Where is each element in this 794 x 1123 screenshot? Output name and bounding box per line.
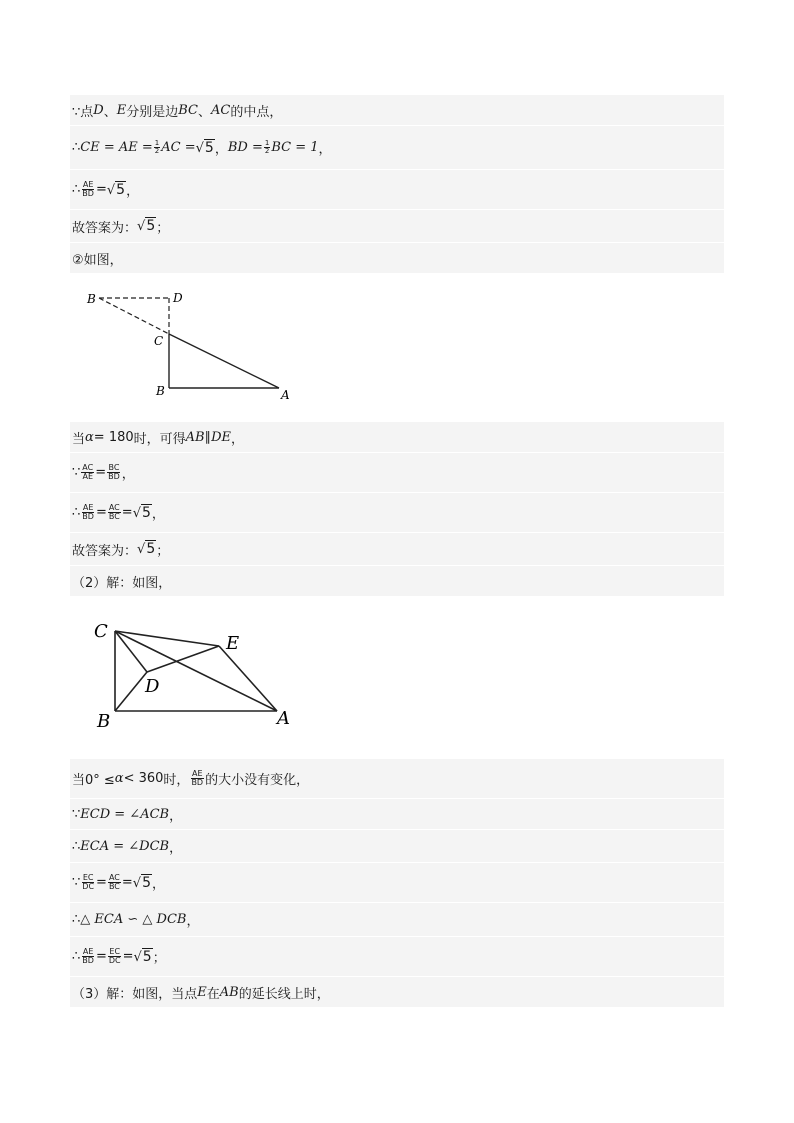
- math-var: α: [85, 429, 94, 445]
- frac-num: EC: [82, 873, 94, 882]
- frac-den: BC: [108, 512, 120, 521]
- line-alpha-180: [70, 422, 724, 453]
- label-b: B: [156, 384, 165, 398]
- frac-den: DC: [108, 956, 121, 965]
- line-ec-dc: [70, 863, 724, 903]
- fraction: [108, 874, 121, 891]
- text: ∴: [72, 505, 81, 520]
- text: （2）解：如图，: [72, 575, 172, 591]
- math-expr: 当0° ≤: [72, 773, 115, 788]
- frac-den: BD: [82, 956, 94, 965]
- math-expr: =: [95, 949, 107, 964]
- math-expr: =: [121, 875, 133, 890]
- math-var: α: [114, 771, 124, 786]
- line-answer-2: [70, 533, 724, 566]
- math-expr: =: [95, 465, 107, 480]
- line-alpha-range: [70, 759, 724, 799]
- math-var: BC: [178, 102, 198, 118]
- frac-num: AC: [108, 873, 120, 882]
- text: ∴: [72, 949, 81, 964]
- fraction: [81, 948, 95, 965]
- text: ，: [151, 507, 165, 522]
- line-ratio: [70, 170, 724, 210]
- label-c: C: [154, 334, 164, 348]
- math-expr: ∥: [204, 429, 212, 445]
- frac-den: BC: [108, 882, 120, 891]
- math-expr: =: [122, 949, 134, 964]
- text: ②如图，: [72, 252, 123, 268]
- text: ∵: [72, 806, 81, 822]
- label-d: D: [145, 676, 160, 697]
- text: ∵: [72, 465, 81, 480]
- frac-den: BD: [82, 189, 94, 198]
- fraction: [108, 948, 122, 965]
- radicand: 5: [146, 541, 156, 557]
- text: 故答案为：: [72, 543, 138, 559]
- line-part-3: [70, 977, 724, 1008]
- frac-num: BC: [108, 463, 120, 472]
- radicand: 5: [116, 181, 126, 198]
- fraction: [154, 140, 160, 155]
- label-d: D: [173, 291, 183, 305]
- math-expr: BD =: [227, 140, 263, 155]
- math-expr: =: [95, 505, 107, 520]
- text: ，: [152, 877, 166, 892]
- math-expr: CE = AE =: [80, 140, 153, 155]
- line-ratio-3: [70, 937, 724, 977]
- label-a: A: [281, 388, 290, 402]
- math-expr: △ ECA ∽ △ DCB: [80, 912, 187, 927]
- fraction: [264, 140, 270, 155]
- sqrt: √5: [132, 874, 151, 891]
- segment-ea: [219, 646, 277, 711]
- fraction: [81, 464, 94, 481]
- text: ∴: [72, 912, 81, 927]
- text: ∴: [72, 182, 81, 197]
- math-expr: < 360: [123, 771, 164, 786]
- fraction: [81, 874, 95, 891]
- text: ∴: [72, 838, 81, 854]
- sqrt: √5: [137, 541, 156, 557]
- sqrt: √5: [132, 504, 151, 521]
- text: ，: [126, 184, 140, 199]
- math-var: D: [93, 102, 104, 118]
- fraction: [108, 504, 121, 521]
- frac-num: EC: [109, 947, 121, 956]
- text: ，: [169, 808, 183, 824]
- math-expr: =: [121, 505, 133, 520]
- line-answer-1: [70, 210, 724, 243]
- line-ecd: [70, 799, 724, 830]
- figure-2: [72, 601, 315, 751]
- fraction: [190, 770, 204, 787]
- radicand: 5: [142, 874, 151, 891]
- frac-num: AC: [108, 503, 120, 512]
- math-var: AB: [219, 984, 239, 1000]
- text: ；: [152, 951, 166, 966]
- text: 、: [103, 104, 117, 120]
- fraction: [107, 464, 121, 481]
- frac-den: BD: [108, 472, 120, 481]
- text: ，: [214, 142, 228, 157]
- text: ，: [186, 914, 200, 929]
- text: 的大小没有变化，: [205, 773, 310, 788]
- math-expr: =: [96, 875, 107, 890]
- segment-db: [115, 672, 147, 711]
- line-midpoints: [70, 95, 724, 126]
- segment-cd: [115, 631, 147, 672]
- label-e: E: [226, 633, 240, 654]
- radicand: 5: [142, 948, 152, 965]
- fraction: [81, 181, 95, 198]
- text: 在: [206, 986, 220, 1002]
- frac-den: AE: [82, 472, 93, 481]
- math-expr: =: [95, 182, 107, 197]
- text: 故答案为：: [72, 220, 138, 236]
- line-similar: [70, 903, 724, 937]
- text: 当: [72, 431, 86, 447]
- sqrt: √5: [195, 139, 214, 156]
- label-b-top: B: [87, 292, 96, 306]
- frac-den: DC: [82, 882, 95, 891]
- math-expr: BC = 1: [271, 140, 319, 155]
- math-expr: ECA = ∠DCB: [80, 838, 170, 854]
- frac-num: AC: [82, 463, 94, 472]
- frac-num: AE: [82, 503, 94, 512]
- math-var: E: [197, 984, 207, 1000]
- fraction: [81, 504, 95, 521]
- frac-num: AE: [82, 947, 94, 956]
- radicand: 5: [146, 218, 156, 234]
- sqrt: √5: [137, 218, 156, 234]
- math-var: DE: [211, 429, 232, 445]
- segment-de: [147, 646, 219, 672]
- text: ，: [169, 840, 183, 856]
- text: 时，可得: [133, 431, 186, 447]
- text: ，: [318, 142, 332, 157]
- frac-den: BD: [191, 778, 204, 787]
- line-proportion: [70, 453, 724, 493]
- math-expr: ECD = ∠ACB: [80, 806, 170, 822]
- sqrt: √5: [133, 948, 152, 965]
- text: ∵点: [72, 104, 94, 120]
- frac-den: 2: [154, 147, 160, 155]
- line-ce-ae: [70, 126, 724, 170]
- frac-num: 1: [154, 139, 160, 147]
- math-var: AC: [211, 102, 231, 118]
- line-ratio-2: [70, 493, 724, 533]
- segment-ca: [169, 334, 279, 388]
- sqrt: √5: [106, 181, 126, 198]
- frac-num: 1: [264, 139, 270, 147]
- text: （3）解：如图，当点: [72, 986, 198, 1002]
- text: 时，: [163, 773, 190, 788]
- line-part-2: [70, 566, 724, 597]
- text: ，: [121, 467, 135, 482]
- line-eca: [70, 830, 724, 863]
- label-a: A: [277, 708, 290, 729]
- solution-content: [70, 95, 724, 1008]
- math-expr: = 180: [93, 429, 134, 445]
- frac-den: BD: [82, 512, 94, 521]
- math-expr: AC =: [161, 140, 196, 155]
- radicand: 5: [204, 139, 214, 156]
- text: 的延长线上时，: [238, 986, 330, 1002]
- text: ∵: [72, 875, 81, 890]
- line-case-2: [70, 243, 724, 274]
- text: ∴: [72, 140, 81, 155]
- frac-num: AE: [82, 180, 94, 189]
- math-var: E: [116, 102, 127, 118]
- text: ；: [156, 543, 170, 559]
- frac-num: AE: [192, 769, 203, 778]
- label-c: C: [94, 621, 108, 642]
- label-b: B: [97, 711, 111, 732]
- text: 的中点，: [230, 104, 283, 120]
- text: ，: [231, 431, 245, 447]
- dashed-segment-bc: [99, 298, 169, 334]
- text: 分别是边: [126, 104, 179, 120]
- radicand: 5: [141, 504, 151, 521]
- frac-den: 2: [264, 147, 270, 155]
- text: 、: [198, 104, 212, 120]
- text: ；: [156, 220, 170, 236]
- math-var: AB: [185, 429, 205, 445]
- figure-1: [72, 278, 306, 414]
